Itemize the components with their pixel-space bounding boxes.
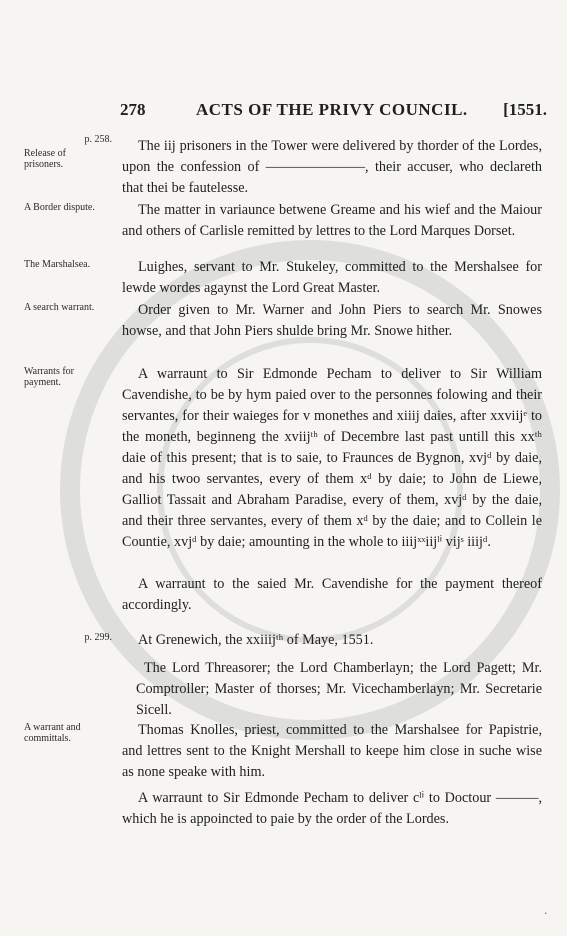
page-header [120, 100, 547, 124]
margin-page-ref: p. 258. [84, 134, 112, 145]
running-year: [1551. [503, 100, 547, 119]
paragraph-doctour-warrant: A warraunt to Sir Edmonde Pecham to deliver cˡⁱ to Doctour ———, which he is appoincted to paie by the order of the Lordes. [122, 790, 542, 827]
paragraph-knolles: Thomas Knolles, priest, committed to the Marshalsee for Papistrie, and lettres sent to the Knight Mershall to keepe him close in suche wise as none speake with him. [122, 722, 542, 780]
paragraph-payment-warrant: A warraunt to Sir Edmonde Pecham to deliver to Sir William Cavendishe, to be by hym paied over to the personnes folowing and their servantes, for their waieges for v monethes and xiiij daies, after xxviijᵉ to the moneth, beginneng the xviijᵗʰ of Decembre last past untill this xxᵗʰ daie of this present; that is to saie, to Fraunces de Bygnon, xvjᵈ by daie, and his twoo servantes, every of them xᵈ by daie; to John de Liewe, Galliot Tassait and Abraham Paradise, every of them, xvjᵈ by the daie, and their three servantes, every of them xᵈ by the daie; and to Collein le Countie, xvjᵈ by daie; amounting in the whole to iiijˣˣiijˡⁱ vijˢ iiijᵈ. [122, 366, 542, 550]
page-number: 278 [120, 100, 146, 119]
margin-note-border: A Border dispute. [24, 202, 95, 213]
margin-note-search: A search warrant. [24, 302, 95, 313]
margin-page-ref-2: p. 299. [84, 632, 112, 643]
margin-note-committals: A warrant and committals. [24, 722, 81, 744]
margin-note-payment: Warrants for payment. [24, 366, 75, 388]
paragraph-search-warrant: Order given to Mr. Warner and John Piers to search Mr. Snowes howse, and that John Piers shulde bring Mr. Snowe hither. [122, 302, 542, 339]
paragraph-cavendishe-warrant: A warraunt to the saied Mr. Cavendishe for the payment thereof accordingly. [122, 576, 542, 613]
attendees-list: The Lord Threasorer; the Lord Chamberlayn; the Lord Pagett; Mr. Comptroller; Master of thorses; Mr. Vicechamberlayn; Mr. Secretarie Sicell. [136, 660, 542, 718]
margin-note-marshalsea: The Marshalsea. [24, 259, 91, 270]
paragraph-border-dispute: The matter in variaunce betwene Greame and his wief and the Maiour and others of Carlisle remitted by lettres to the Lord Marques Dorset. [122, 202, 542, 239]
margin-note-release: Release of prisoners. [24, 148, 66, 170]
running-title: ACTS OF THE PRIVY COUNCIL. [196, 100, 468, 119]
paragraph-release: The iij prisoners in the Tower were delivered by thorder of the Lordes, upon the confession of ———————, their accuser, who declareth that thei be fautelesse. [122, 138, 542, 196]
meeting-heading: At Grenewich, the xxiiijᵗʰ of Maye, 1551. [138, 632, 374, 648]
page-mark: · [544, 907, 548, 920]
paragraph-marshalsea: Luighes, servant to Mr. Stukeley, committed to the Mershalsee for lewde wordes agaynst the Lord Great Master. [122, 259, 542, 296]
